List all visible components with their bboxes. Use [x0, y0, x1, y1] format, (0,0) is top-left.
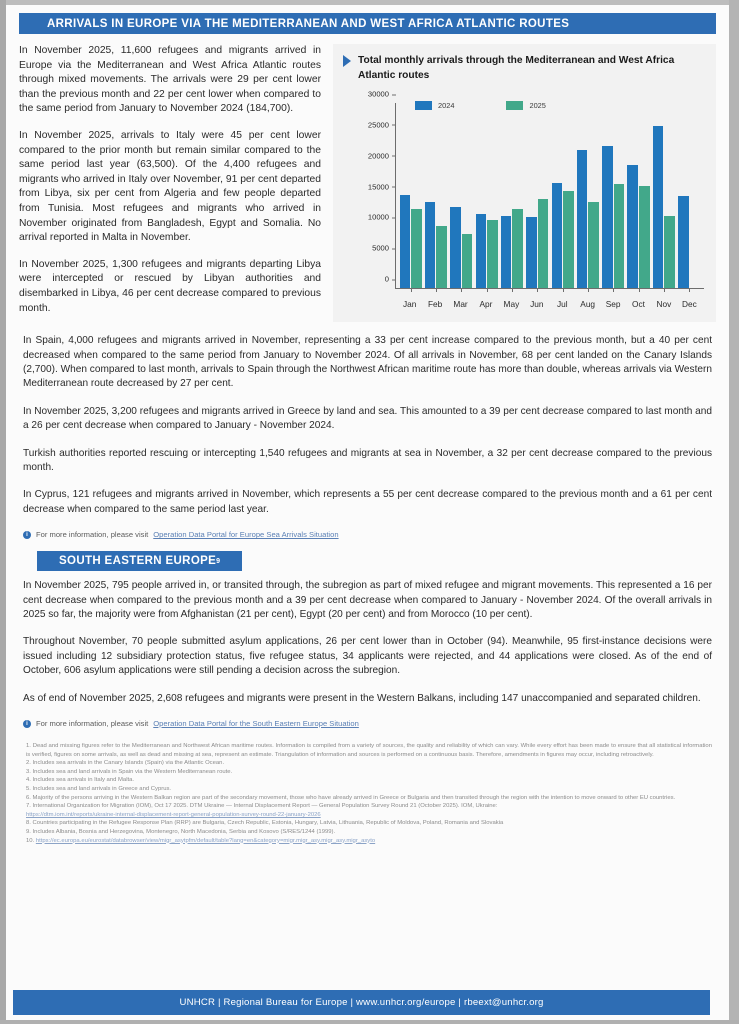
legend-label-2025: 2025 — [529, 101, 546, 110]
wide-paragraph-block — [19, 334, 716, 517]
info-icon: i — [23, 720, 31, 728]
section-header-south-eastern-europe — [37, 551, 242, 571]
link-iom-dtm-report[interactable]: https://dtm.iom.int/reports/ukraine-internal-displacement-report-general-population-survey-round-22-january-2026 — [26, 811, 321, 818]
section-header-see-footnote-marker: 9 — [216, 557, 221, 565]
bar-group-Mar — [449, 103, 474, 288]
bar-Feb-2025 — [436, 226, 447, 288]
chart-bars — [396, 103, 704, 288]
paragraph-see-arrivals: In November 2025, 795 people arrived in, or transited through, the subregion as part of mixed refugee and migrant movements. This represented a 16 per cent decrease when compared to the previous month and a 39 per cent decrease when compared to January - November 2024. Of the overall arrivals in 2025 so far, the majority were from Afghanistan (21 per cent), Egypt (20 per cent) and from Morocco (10 per cent). — [23, 580, 712, 620]
paragraph-libya-interceptions: In November 2025, 1,300 refugees and migrants departing Libya were intercepted or rescued by Libyan authorities and disembarked in Libya, 46 per cent decrease compared to previous month. — [19, 258, 321, 314]
chart-plot — [343, 89, 708, 315]
chart-axes — [367, 89, 704, 289]
paragraph-western-balkans: As of end of November 2025, 2,608 refugees and migrants were present in the Western Balkans, including 147 unaccompanied and separated children. — [23, 692, 701, 704]
footnotes-block — [26, 742, 712, 845]
paragraph-see-asylum: Throughout November, 70 people submitted asylum applications, 26 per cent lower than in October (94). Meanwhile, 95 first-instance decisions were issued including 12 subsidiary protection status, five refugee status, 34 applicants were rejected, and 44 applications were closed. As of the end of October, 606 asylum applications were still pending a decision across the subregion. — [23, 636, 712, 677]
x-label-Aug: Aug — [580, 299, 596, 309]
bar-group-Jan — [398, 103, 423, 288]
x-label-Jul: Jul — [556, 299, 568, 309]
link-eurostat-databrowser[interactable]: https://ec.europa.eu/eurostat/databrowser/view/migr_asytpfm/default/table?lang=en&category=migr.migr_asy.migr_asy.migr_asyto — [35, 837, 376, 844]
bar-Feb-2024 — [425, 202, 436, 288]
bar-Jan-2024 — [400, 195, 411, 288]
x-label-Sep: Sep — [605, 299, 621, 309]
bar-Sep-2025 — [614, 184, 625, 288]
x-label-Jan: Jan — [403, 299, 417, 309]
page-edge-bottom — [0, 1020, 739, 1024]
legend-item-2025 — [506, 101, 545, 110]
bar-Oct-2024 — [627, 165, 638, 288]
bar-Nov-2025 — [664, 216, 675, 288]
link-europe-sea-arrivals-portal[interactable]: Operation Data Portal for Europe Sea Arrivals Situation — [153, 530, 339, 540]
bar-group-Jul — [550, 103, 575, 288]
x-label-Oct: Oct — [632, 299, 645, 309]
bar-group-Oct — [626, 103, 651, 288]
bar-Apr-2024 — [476, 214, 487, 288]
paragraph-cyprus-arrivals: In Cyprus, 121 refugees and migrants arrived in November, which represents a 55 per cent decrease compared to the previous month and a 61 per cent decrease when compared to the same period last year. — [23, 489, 712, 515]
page-footer — [13, 990, 710, 1015]
bar-Sep-2024 — [602, 146, 613, 288]
top-block — [19, 44, 716, 328]
info-note-europe-prefix: For more information, please visit — [36, 530, 149, 540]
footnote-3: 3. Includes sea and land arrivals in Spain via the Western Mediterranean route. — [26, 768, 233, 775]
x-label-Mar: Mar — [453, 299, 468, 309]
section-header-arrivals-label: ARRIVALS IN EUROPE VIA THE MEDITERRANEAN AND WEST AFRICA ATLANTIC ROUTES — [47, 17, 570, 30]
paragraph-italy-arrivals: In November 2025, arrivals to Italy were 45 per cent lower compared to the prior month but remain similar compared to the same period last year (63,500). Of the 4,400 refugees and migrants who arrived in Italy over November, 91 per cent departed from Libya, six per cent from Algeria and few people departed from Tunisia. Most refugees and migrants who arrived in November originated from Bangladesh, Egypt and Somalia. No arrival reported in Malta in November. — [19, 129, 321, 244]
bar-Mar-2024 — [450, 207, 461, 288]
bar-Jun-2024 — [526, 217, 537, 288]
y-tick-0: 0 — [385, 275, 396, 284]
bar-group-Nov — [651, 103, 676, 288]
paragraph-spain-arrivals: In Spain, 4,000 refugees and migrants arrived in November, representing a 33 per cent increase compared to the previous month, but a 40 per cent decreased when compared to the same period from January to November 2024. Of all arrivals in November, 68 per cent landed on the Canary Islands (2,700). When compared to last month, arrivals to Spain through the Northwest African maritime route has more than double, whereas arrivals via Western Mediterranean route decreased by 27 per cent. — [23, 335, 712, 390]
legend-swatch-2025 — [506, 101, 523, 110]
bar-Aug-2024 — [577, 150, 588, 288]
x-label-Nov: Nov — [656, 299, 672, 309]
info-note-europe — [23, 530, 716, 539]
footnote-10-number: 10. — [26, 837, 36, 844]
bar-group-Sep — [601, 103, 626, 288]
bar-Aug-2025 — [588, 202, 599, 288]
y-tick-15000: 15000 — [368, 182, 396, 191]
bar-Nov-2024 — [653, 126, 664, 288]
page-sheet — [6, 5, 729, 1020]
bar-Jan-2025 — [411, 209, 422, 288]
footnote-9: 9. Includes Albania, Bosnia and Herzegovina, Montenegro, North Macedonia, Serbia and Kosovo (S/RES/1244 (1999). — [26, 828, 336, 835]
left-text-column — [19, 44, 321, 328]
y-tick-5000: 5000 — [372, 244, 396, 253]
y-tick-30000: 30000 — [368, 90, 396, 99]
x-label-May: May — [503, 299, 520, 309]
legend-label-2024: 2024 — [438, 101, 455, 110]
footnote-1: 1. Dead and missing figures refer to the Mediterranean and Northwest African maritime routes. Information is compiled from a variety of sources, the quality and reliability of which can vary. While every effort has been made to ensure that all statistical information is verified, figures on some arrivals, as well as dead and missing at sea, represent an estimate. Triangulation of information and sources is performed on a continuous basis. Therefore, amendments in figures may occur, including retroactively. — [26, 743, 712, 758]
info-note-see — [23, 719, 716, 728]
y-tick-25000: 25000 — [368, 120, 396, 129]
info-note-see-prefix: For more information, please visit — [36, 719, 149, 728]
bar-Apr-2025 — [487, 220, 498, 288]
footnote-8: 8. Countries participating in the Refugee Response Plan (RRP) are Bulgaria, Czech Republic, Estonia, Hungary, Latvia, Lithuania, Republic of Moldova, Poland, Romania and Slovakia — [26, 820, 504, 827]
see-paragraph-block — [19, 579, 716, 706]
bar-May-2025 — [512, 209, 523, 288]
bar-Dec-2024 — [678, 196, 689, 288]
x-label-Apr: Apr — [479, 299, 493, 309]
bar-Jun-2025 — [538, 199, 549, 288]
footnote-10-row — [26, 837, 712, 846]
bar-group-Jun — [525, 103, 550, 288]
link-see-portal[interactable]: Operation Data Portal for the South Eastern Europe Situation — [153, 719, 359, 728]
legend-swatch-2024 — [415, 101, 432, 110]
paragraph-europe-arrivals: In November 2025, 11,600 refugees and migrants arrived in Europe via the Mediterranean and West Africa Atlantic routes through mixed movements. The arrivals were 29 per cent lower than the previous month and 22 per cent lower when compared to the same period from January to November 2024 (184,700). — [19, 45, 321, 115]
info-icon: i — [23, 531, 31, 539]
bar-group-Aug — [575, 103, 600, 288]
bar-group-Dec — [677, 103, 702, 288]
section-header-see-label: SOUTH EASTERN EUROPE — [59, 555, 217, 568]
chart-panel — [333, 44, 716, 322]
x-label-Feb: Feb — [427, 299, 443, 309]
bar-Jul-2024 — [552, 183, 563, 288]
footnote-5: 5. Includes sea and land arrivals in Greece and Cyprus. — [26, 785, 172, 792]
bar-May-2024 — [501, 216, 512, 288]
y-tick-20000: 20000 — [368, 151, 396, 160]
bar-Mar-2025 — [462, 234, 473, 288]
chart-legend — [415, 101, 546, 110]
bar-Oct-2025 — [639, 186, 650, 288]
footer-text: UNHCR | Regional Bureau for Europe | www.unhcr.org/europe | rbeext@unhcr.org — [179, 997, 544, 1008]
chart-x-axis-labels — [395, 299, 704, 309]
footnote-6: 6. Majority of the persons arriving in the Western Balkan region are part of the secondary movement, those who have already arrived in Greece or Bulgaria and then transited through the region with the intention to move onward to other EU countries. — [26, 794, 676, 801]
bar-Jul-2025 — [563, 191, 574, 288]
x-label-Dec: Dec — [681, 299, 697, 309]
bar-group-Feb — [423, 103, 448, 288]
y-tick-10000: 10000 — [368, 213, 396, 222]
chart-title: Total monthly arrivals through the Mediterranean and West Africa Atlantic routes — [358, 55, 675, 81]
footnote-7: 7. International Organization for Migration (IOM), Oct 17 2025. DTM Ukraine — Internal Displacement Report — General Population Survey Round 21 (October 2025). IOM, Ukraine: — [26, 803, 498, 810]
page-edge-right — [729, 0, 739, 1024]
legend-item-2024 — [415, 101, 454, 110]
footnote-2: 2. Includes sea arrivals in the Canary Islands (Spain) via the Atlantic Ocean. — [26, 760, 225, 767]
paragraph-turkey-rescues: Turkish authorities reported rescuing or intercepting 1,540 refugees and migrants at sea in November, a 32 per cent decrease compared to the previous month. — [23, 447, 712, 473]
x-label-Jun: Jun — [530, 299, 544, 309]
section-header-arrivals — [19, 13, 716, 34]
footnote-4: 4. Includes sea arrivals in Italy and Malta. — [26, 777, 135, 784]
chart-header — [343, 53, 708, 83]
bar-group-May — [499, 103, 524, 288]
paragraph-greece-arrivals: In November 2025, 3,200 refugees and migrants arrived in Greece by land and sea. This amounted to a 39 per cent decrease compared to last month and a 26 per cent decrease when compared to January - November 2024. — [23, 405, 712, 432]
triangle-bullet-icon — [343, 55, 351, 67]
footnote-7-link-row — [26, 811, 712, 820]
bar-group-Apr — [474, 103, 499, 288]
